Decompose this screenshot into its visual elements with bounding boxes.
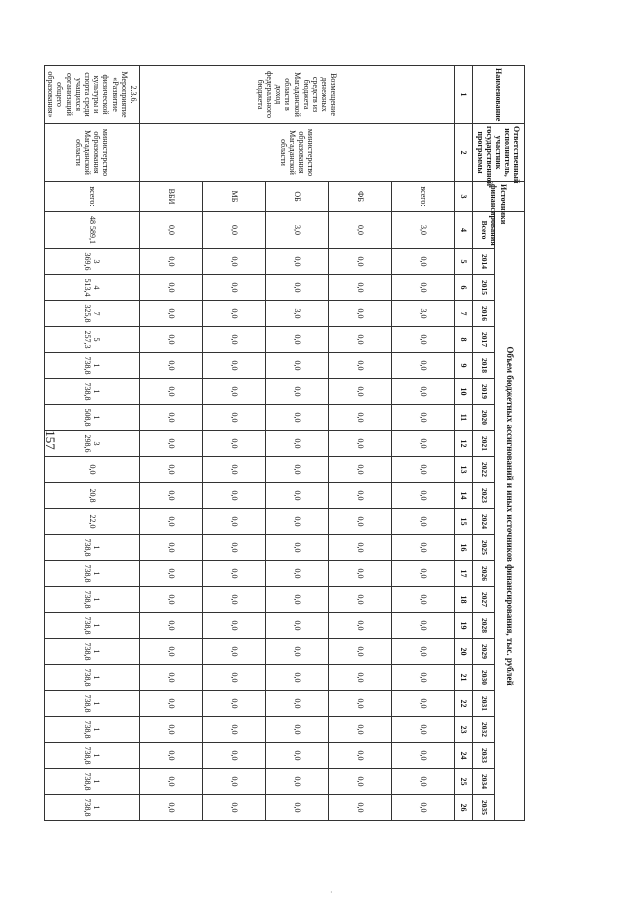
value-cell: 0,0 (266, 405, 329, 431)
header-name: Наименование (473, 66, 525, 124)
value-cell: 0,0 (392, 587, 455, 613)
header-year: 2029 (473, 639, 495, 665)
column-number: 26 (455, 795, 473, 821)
row-source: ФБ (329, 182, 392, 212)
header-year: 2015 (473, 275, 495, 301)
column-number: 24 (455, 743, 473, 769)
value-cell: 0,0 (203, 275, 266, 301)
row-source: ВБИ (140, 182, 203, 212)
value-cell: 0,0 (266, 483, 329, 509)
value-cell: 0,0 (203, 691, 266, 717)
value-cell: 0,0 (203, 405, 266, 431)
value-cell: 0,0 (392, 431, 455, 457)
value-cell: 0,0 (266, 561, 329, 587)
value-cell: 48 589,1 (45, 212, 140, 249)
footer-mark: · (330, 888, 333, 897)
value-cell: 0,0 (392, 639, 455, 665)
value-cell: 0,0 (329, 691, 392, 717)
value-cell: 0,0 (392, 561, 455, 587)
value-cell: 0,0 (140, 212, 203, 249)
value-cell: 3 369,6 (45, 249, 140, 275)
value-cell: 0,0 (203, 769, 266, 795)
value-cell: 0,0 (140, 691, 203, 717)
column-number: 23 (455, 717, 473, 743)
header-total: Всего (473, 212, 495, 249)
value-cell: 0,0 (203, 561, 266, 587)
value-cell: 22,0 (45, 509, 140, 535)
value-cell: 0,0 (266, 769, 329, 795)
column-number: 5 (455, 249, 473, 275)
value-cell: 0,0 (203, 212, 266, 249)
value-cell: 0,0 (140, 587, 203, 613)
value-cell: 0,0 (266, 275, 329, 301)
value-cell: 0,0 (203, 327, 266, 353)
value-cell: 0,0 (329, 212, 392, 249)
value-cell: 0,0 (329, 613, 392, 639)
row-source: всего: (45, 182, 140, 212)
value-cell: 0,0 (203, 431, 266, 457)
value-cell: 0,0 (329, 665, 392, 691)
value-cell: 0,0 (203, 509, 266, 535)
column-number: 4 (455, 212, 473, 249)
header-year: 2031 (473, 691, 495, 717)
column-number: 11 (455, 405, 473, 431)
row-source: МБ (203, 182, 266, 212)
value-cell: 0,0 (266, 717, 329, 743)
column-number: 1 (455, 66, 473, 124)
value-cell: 0,0 (266, 691, 329, 717)
value-cell: 1 738,8 (45, 769, 140, 795)
value-cell: 0,0 (203, 535, 266, 561)
value-cell: 0,0 (266, 743, 329, 769)
value-cell: 1 738,8 (45, 717, 140, 743)
header-year: 2016 (473, 301, 495, 327)
value-cell: 1 738,8 (45, 743, 140, 769)
header-year: 2027 (473, 587, 495, 613)
row-name: Возмещение денежных средств из бюджета Магаданской области в доход федерального бюджета (140, 66, 455, 124)
value-cell: 0,0 (140, 457, 203, 483)
value-cell: 1 738,8 (45, 613, 140, 639)
value-cell: 1 508,8 (45, 405, 140, 431)
header-year: 2024 (473, 509, 495, 535)
value-cell: 1 738,8 (45, 379, 140, 405)
value-cell: 0,0 (203, 353, 266, 379)
value-cell: 0,0 (203, 301, 266, 327)
header-year: 2030 (473, 665, 495, 691)
header-year: 2032 (473, 717, 495, 743)
value-cell: 0,0 (140, 613, 203, 639)
column-number: 2 (455, 124, 473, 182)
value-cell: 0,0 (140, 561, 203, 587)
value-cell: 0,0 (140, 769, 203, 795)
value-cell: 4 513,4 (45, 275, 140, 301)
value-cell: 3,0 (266, 212, 329, 249)
value-cell: 0,0 (329, 483, 392, 509)
value-cell: 0,0 (140, 535, 203, 561)
value-cell: 7 325,8 (45, 301, 140, 327)
row-executor: министерство образования Магаданской области (45, 124, 140, 182)
value-cell: 0,0 (203, 717, 266, 743)
value-cell: 0,0 (266, 665, 329, 691)
value-cell: 0,0 (140, 379, 203, 405)
value-cell: 0,0 (266, 639, 329, 665)
column-number: 20 (455, 639, 473, 665)
column-number: 14 (455, 483, 473, 509)
header-year: 2022 (473, 457, 495, 483)
value-cell: 0,0 (392, 275, 455, 301)
budget-table (44, 65, 525, 821)
value-cell: 0,0 (329, 275, 392, 301)
value-cell: 3 298,6 (45, 431, 140, 457)
value-cell: 1 738,8 (45, 691, 140, 717)
value-cell: 0,0 (329, 249, 392, 275)
value-cell: 0,0 (329, 639, 392, 665)
column-number: 6 (455, 275, 473, 301)
value-cell: 3,0 (266, 301, 329, 327)
value-cell: 1 738,8 (45, 535, 140, 561)
value-cell: 0,0 (203, 379, 266, 405)
header-year: 2021 (473, 431, 495, 457)
row-source: всего: (392, 182, 455, 212)
row-executor: министерство образования Магаданской области (140, 124, 455, 182)
value-cell: 0,0 (329, 379, 392, 405)
value-cell: 0,0 (392, 379, 455, 405)
value-cell: 0,0 (45, 457, 140, 483)
value-cell: 0,0 (266, 249, 329, 275)
value-cell: 1 738,8 (45, 795, 140, 821)
value-cell: 0,0 (203, 249, 266, 275)
column-number: 9 (455, 353, 473, 379)
value-cell: 0,0 (140, 301, 203, 327)
column-number: 15 (455, 509, 473, 535)
value-cell: 0,0 (140, 483, 203, 509)
header-executor: Ответственный исполнитель, участник государственной программы (473, 124, 525, 182)
value-cell: 0,0 (140, 431, 203, 457)
column-number: 7 (455, 301, 473, 327)
value-cell: 0,0 (266, 587, 329, 613)
value-cell: 1 738,8 (45, 639, 140, 665)
header-year: 2018 (473, 353, 495, 379)
value-cell: 0,0 (203, 483, 266, 509)
value-cell: 0,0 (392, 457, 455, 483)
header-year: 2014 (473, 249, 495, 275)
header-year: 2028 (473, 613, 495, 639)
header-source: Источники финансирования (473, 182, 525, 212)
value-cell: 0,0 (140, 795, 203, 821)
value-cell: 0,0 (329, 405, 392, 431)
column-number: 17 (455, 561, 473, 587)
column-number: 16 (455, 535, 473, 561)
value-cell: 5 257,3 (45, 327, 140, 353)
value-cell: 0,0 (329, 535, 392, 561)
value-cell: 0,0 (266, 613, 329, 639)
value-cell: 0,0 (266, 379, 329, 405)
header-year: 2023 (473, 483, 495, 509)
column-number: 22 (455, 691, 473, 717)
value-cell: 0,0 (392, 665, 455, 691)
value-cell: 3,0 (392, 301, 455, 327)
column-number: 19 (455, 613, 473, 639)
value-cell: 0,0 (266, 353, 329, 379)
value-cell: 0,0 (140, 275, 203, 301)
value-cell: 0,0 (329, 717, 392, 743)
value-cell: 0,0 (392, 613, 455, 639)
column-number: 21 (455, 665, 473, 691)
value-cell: 0,0 (140, 327, 203, 353)
value-cell: 0,0 (392, 483, 455, 509)
column-number: 3 (455, 182, 473, 212)
value-cell: 0,0 (329, 431, 392, 457)
value-cell: 0,0 (140, 743, 203, 769)
value-cell: 0,0 (266, 327, 329, 353)
header-year: 2019 (473, 379, 495, 405)
header-year: 2020 (473, 405, 495, 431)
value-cell: 0,0 (203, 587, 266, 613)
value-cell: 20,8 (45, 483, 140, 509)
value-cell: 0,0 (392, 405, 455, 431)
table-row (45, 66, 140, 821)
value-cell: 0,0 (329, 795, 392, 821)
value-cell: 0,0 (203, 743, 266, 769)
value-cell: 0,0 (392, 743, 455, 769)
value-cell: 3,0 (392, 212, 455, 249)
column-number: 12 (455, 431, 473, 457)
header-year: 2026 (473, 561, 495, 587)
value-cell: 0,0 (329, 743, 392, 769)
value-cell: 0,0 (140, 509, 203, 535)
value-cell: 0,0 (140, 353, 203, 379)
header-year: 2017 (473, 327, 495, 353)
column-number: 25 (455, 769, 473, 795)
value-cell: 0,0 (329, 457, 392, 483)
value-cell: 0,0 (203, 665, 266, 691)
header-year: 2034 (473, 769, 495, 795)
value-cell: 1 738,8 (45, 665, 140, 691)
header-year: 2035 (473, 795, 495, 821)
column-number: 8 (455, 327, 473, 353)
value-cell: 0,0 (266, 431, 329, 457)
value-cell: 0,0 (266, 795, 329, 821)
page-number: 157 (43, 430, 58, 450)
value-cell: 0,0 (329, 353, 392, 379)
header-year: 2033 (473, 743, 495, 769)
value-cell: 1 738,8 (45, 353, 140, 379)
header-year: 2025 (473, 535, 495, 561)
value-cell: 0,0 (140, 405, 203, 431)
value-cell: 0,0 (329, 509, 392, 535)
value-cell: 0,0 (392, 353, 455, 379)
value-cell: 0,0 (266, 457, 329, 483)
value-cell: 0,0 (329, 327, 392, 353)
value-cell: 0,0 (392, 795, 455, 821)
value-cell: 0,0 (329, 587, 392, 613)
value-cell: 0,0 (329, 301, 392, 327)
value-cell: 0,0 (140, 665, 203, 691)
value-cell: 0,0 (329, 561, 392, 587)
value-cell: 1 738,8 (45, 587, 140, 613)
value-cell: 0,0 (392, 691, 455, 717)
value-cell: 0,0 (203, 613, 266, 639)
column-number: 18 (455, 587, 473, 613)
column-number: 13 (455, 457, 473, 483)
value-cell: 0,0 (392, 249, 455, 275)
value-cell: 0,0 (392, 535, 455, 561)
value-cell: 0,0 (140, 249, 203, 275)
column-number: 10 (455, 379, 473, 405)
value-cell: 0,0 (266, 509, 329, 535)
value-cell: 0,0 (392, 769, 455, 795)
header-volume: Объем бюджетных ассигнований и иных источников финансирования, тыс. рублей (495, 212, 525, 821)
value-cell: 0,0 (392, 327, 455, 353)
value-cell: 0,0 (329, 769, 392, 795)
value-cell: 0,0 (140, 639, 203, 665)
value-cell: 1 738,8 (45, 561, 140, 587)
value-cell: 0,0 (392, 509, 455, 535)
value-cell: 0,0 (140, 717, 203, 743)
value-cell: 0,0 (203, 795, 266, 821)
row-source: ОБ (266, 182, 329, 212)
value-cell: 0,0 (266, 535, 329, 561)
value-cell: 0,0 (203, 639, 266, 665)
value-cell: 0,0 (203, 457, 266, 483)
value-cell: 0,0 (392, 717, 455, 743)
row-name: 2.3.6. Мероприятие «Развитие физической культуры и спорта среди учащихся организаций общего образования» (45, 66, 140, 124)
table-row (392, 66, 455, 821)
